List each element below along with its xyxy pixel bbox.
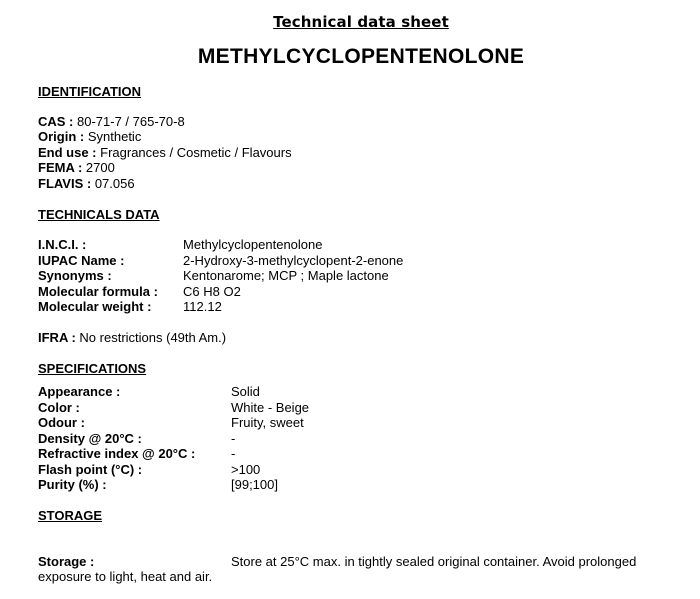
density-value: - bbox=[231, 431, 236, 446]
molecular-formula-value: C6 H8 O2 bbox=[183, 284, 241, 299]
flavis-value: 07.056 bbox=[94, 176, 135, 191]
storage-value-line2: exposure to light, heat and air. bbox=[38, 569, 213, 584]
ifra-value: No restrictions (49th Am.) bbox=[79, 330, 227, 345]
end-use-value: Fragrances / Cosmetic / Flavours bbox=[100, 145, 292, 160]
odour-value: Fruity, sweet bbox=[231, 415, 304, 430]
specifications-heading: SPECIFICATIONS bbox=[38, 361, 147, 376]
storage-label: Storage : bbox=[38, 554, 95, 569]
cas-value: 80-71-7 / 765-70-8 bbox=[77, 114, 185, 129]
origin-label: Origin : bbox=[38, 129, 85, 144]
product-name: METHYLCYCLOPENTENOLONE bbox=[197, 45, 525, 68]
flavis-label: FLAVIS : bbox=[38, 176, 92, 191]
fema-value: 2700 bbox=[85, 160, 115, 175]
technical-data-heading: TECHNICALS DATA bbox=[38, 207, 160, 222]
density-label: Density @ 20°C : bbox=[38, 431, 142, 446]
odour-label: Odour : bbox=[38, 415, 85, 430]
color-label: Color : bbox=[38, 400, 80, 415]
color-value: White - Beige bbox=[231, 400, 310, 415]
end-use-label: End use : bbox=[38, 145, 97, 160]
flash-point-label: Flash point (°C) : bbox=[38, 462, 143, 477]
flavis-row bbox=[38, 176, 135, 191]
appearance-label: Appearance : bbox=[38, 384, 121, 399]
cas-label: CAS : bbox=[38, 114, 74, 129]
iupac-value: 2-Hydroxy-3-methylcyclopent-2-enone bbox=[183, 253, 404, 268]
origin-row bbox=[38, 129, 141, 144]
cas-row bbox=[38, 114, 185, 129]
refractive-index-label: Refractive index @ 20°C : bbox=[38, 446, 196, 461]
identification-heading: IDENTIFICATION bbox=[38, 84, 142, 99]
iupac-label: IUPAC Name : bbox=[38, 253, 125, 268]
purity-label: Purity (%) : bbox=[38, 477, 107, 492]
document-title: Technical data sheet bbox=[273, 13, 449, 31]
synonyms-value: Kentonarome; MCP ; Maple lactone bbox=[183, 268, 389, 283]
end-use-row bbox=[38, 145, 292, 160]
inci-value: Methylcyclopentenolone bbox=[183, 237, 323, 252]
fema-label: FEMA : bbox=[38, 160, 83, 175]
flash-point-value: >100 bbox=[231, 462, 261, 477]
molecular-weight-label: Molecular weight : bbox=[38, 299, 152, 314]
inci-label: I.N.C.I. : bbox=[38, 237, 87, 252]
molecular-weight-value: 112.12 bbox=[183, 299, 222, 314]
refractive-index-value: - bbox=[231, 446, 236, 461]
appearance-value: Solid bbox=[231, 384, 260, 399]
ifra-label: IFRA : bbox=[38, 330, 76, 345]
storage-value-line1: Store at 25°C max. in tightly sealed original container. Avoid prolonged bbox=[231, 554, 637, 569]
synonyms-label: Synonyms : bbox=[38, 268, 112, 283]
origin-value: Synthetic bbox=[87, 129, 142, 144]
fema-row bbox=[38, 160, 115, 175]
storage-heading: STORAGE bbox=[38, 508, 103, 523]
molecular-formula-label: Molecular formula : bbox=[38, 284, 158, 299]
ifra-row bbox=[38, 330, 226, 345]
purity-value: [99;100] bbox=[231, 477, 278, 492]
